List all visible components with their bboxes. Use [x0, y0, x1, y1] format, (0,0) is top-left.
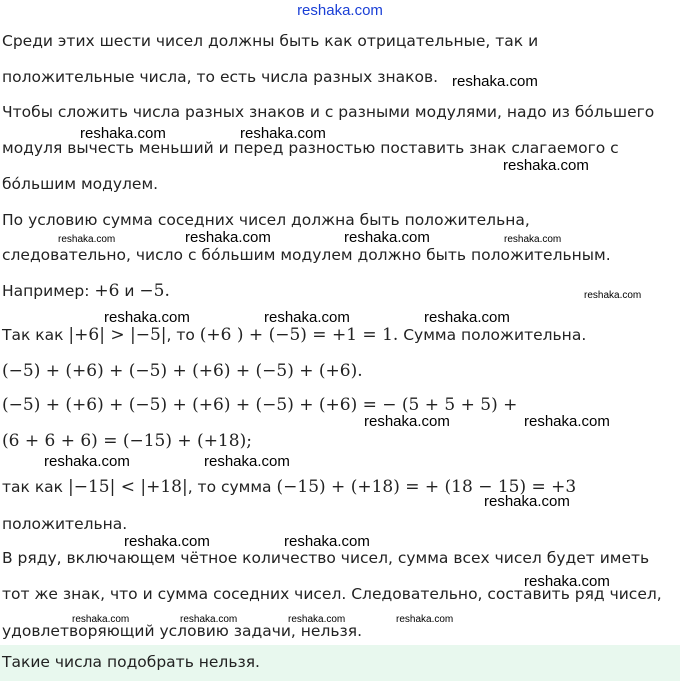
watermark: reshaka.com: [484, 493, 570, 510]
text-fragment: Например:: [2, 282, 95, 300]
watermark: reshaka.com: [584, 290, 642, 301]
math-line: (6 + 6 + 6) = (−15) + (+18);: [2, 431, 252, 451]
watermark: reshaka.com: [44, 453, 130, 470]
text-line: По условию сумма соседних чисел должна быть положительна,: [2, 211, 530, 229]
text-fragment: , то сумма: [187, 478, 277, 496]
text-fragment: Сумма положительна.: [398, 326, 587, 344]
text-line: тот же знак, что и сумма соседних чисел. Следовательно, составить ряд чисел,: [2, 585, 662, 603]
math-line: (−5) + (+6) + (−5) + (+6) + (−5) + (+6) = − (5 + 5 + 5) +: [2, 395, 518, 415]
watermark: reshaka.com: [424, 309, 510, 326]
text-line: положительна.: [2, 515, 128, 533]
example-line: [2, 281, 170, 301]
text-fragment: , то: [166, 326, 200, 344]
math-line: (−5) + (+6) + (−5) + (+6) + (−5) + (+6).: [2, 361, 363, 381]
watermark: reshaka.com: [240, 125, 326, 142]
watermark: reshaka.com: [396, 614, 454, 625]
watermark: reshaka.com: [264, 309, 350, 326]
watermark: reshaka.com: [58, 234, 116, 245]
text-line: положительные числа, то есть числа разных знаков.: [2, 68, 439, 86]
math-expression: (+6 ) + (−5) = +1 = 1.: [199, 325, 399, 345]
text-line: удовлетворяющий условию задачи, нельзя.: [2, 622, 362, 640]
watermark: reshaka.com: [504, 234, 562, 245]
watermark: reshaka.com: [364, 413, 450, 430]
text-line: бóльшим модулем.: [2, 175, 159, 193]
watermark: reshaka.com: [503, 157, 589, 174]
watermark: reshaka.com: [288, 614, 346, 625]
text-fragment: и: [119, 282, 140, 300]
math-expression: −5.: [139, 281, 170, 301]
watermark: reshaka.com: [524, 573, 610, 590]
site-header-link[interactable]: reshaka.com: [297, 2, 383, 19]
text-fragment: так как: [2, 478, 68, 496]
watermark: reshaka.com: [124, 533, 210, 550]
watermark: reshaka.com: [104, 309, 190, 326]
answer-box: [0, 645, 680, 681]
comparison-line: [2, 325, 586, 345]
watermark: reshaka.com: [185, 229, 271, 246]
watermark: reshaka.com: [204, 453, 290, 470]
math-expression: |+6| > |−5|: [68, 325, 167, 345]
text-fragment: Так как: [2, 326, 69, 344]
text-line: следовательно, число с бóльшим модулем должно быть положительным.: [2, 246, 611, 264]
watermark: reshaka.com: [180, 614, 238, 625]
watermark: reshaka.com: [284, 533, 370, 550]
watermark: reshaka.com: [80, 125, 166, 142]
text-line: модуля вычесть меньший и перед разностью поставить знак слагаемого с: [2, 139, 619, 157]
text-line: Среди этих шести чисел должны быть как отрицательные, так и: [2, 32, 539, 50]
watermark: reshaka.com: [524, 413, 610, 430]
math-expression: |−15| < |+18|: [67, 477, 188, 497]
text-line: В ряду, включающем чётное количество чисел, сумма всех чисел будет иметь: [2, 549, 650, 567]
text-line: Чтобы сложить числа разных знаков и с разными модулями, надо из бóльшего: [2, 103, 655, 121]
math-expression: +6: [94, 281, 120, 301]
math-expression: (−15) + (+18) = + (18 − 15) = +3: [276, 477, 577, 497]
watermark: reshaka.com: [344, 229, 430, 246]
watermark: reshaka.com: [72, 614, 130, 625]
watermark: reshaka.com: [452, 73, 538, 90]
answer-text: Такие числа подобрать нельзя.: [2, 653, 260, 671]
